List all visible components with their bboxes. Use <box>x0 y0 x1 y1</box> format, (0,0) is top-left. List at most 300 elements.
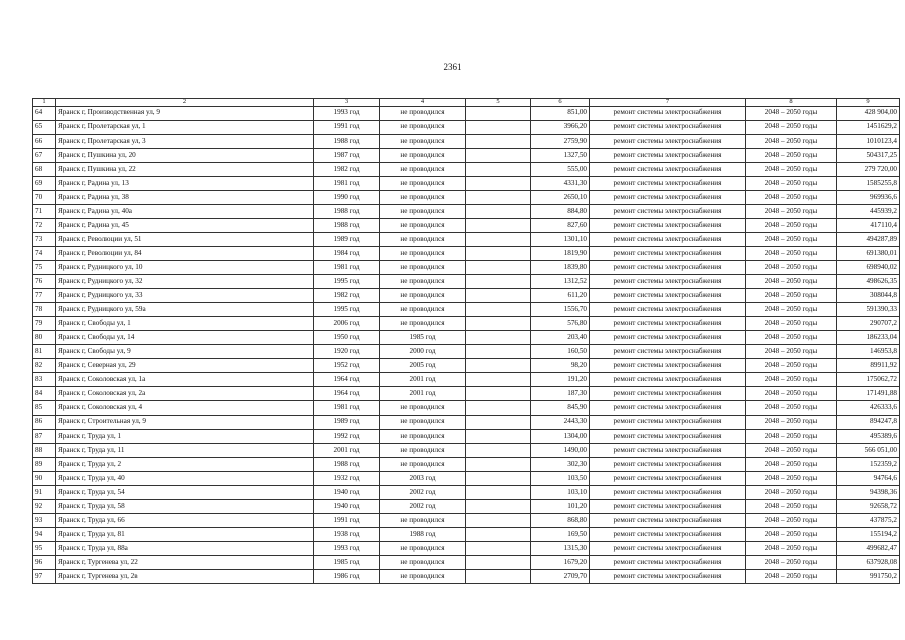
work-type-cell: ремонт системы электроснабжения <box>590 499 746 513</box>
row-number: 68 <box>33 162 56 176</box>
work-type-cell: ремонт системы электроснабжения <box>590 176 746 190</box>
address-cell: Яранск г, Труда ул, 66 <box>56 513 314 527</box>
column-header: 3 <box>314 99 380 107</box>
build-year-cell: 1988 год <box>314 457 380 471</box>
period-cell: 2048 – 2050 годы <box>746 556 837 570</box>
address-cell: Яранск г, Радина ул, 40а <box>56 204 314 218</box>
area-cell: 2650,10 <box>531 190 590 204</box>
area-cell: 576,80 <box>531 317 590 331</box>
period-cell: 2048 – 2050 годы <box>746 471 837 485</box>
period-cell: 2048 – 2050 годы <box>746 527 837 541</box>
cost-cell: 146953,8 <box>837 345 900 359</box>
address-cell: Яранск г, Рудницкого ул, 32 <box>56 275 314 289</box>
cost-cell: 969936,6 <box>837 190 900 204</box>
last-repair-cell: не проводился <box>380 134 466 148</box>
row-number: 69 <box>33 176 56 190</box>
build-year-cell: 1938 год <box>314 527 380 541</box>
work-type-cell: ремонт системы электроснабжения <box>590 471 746 485</box>
period-cell: 2048 – 2050 годы <box>746 415 837 429</box>
cost-cell: 437875,2 <box>837 513 900 527</box>
cost-cell: 175062,72 <box>837 373 900 387</box>
build-year-cell: 1988 год <box>314 204 380 218</box>
col5-cell <box>466 289 531 303</box>
work-type-cell: ремонт системы электроснабжения <box>590 485 746 499</box>
row-number: 93 <box>33 513 56 527</box>
last-repair-cell: 1985 год <box>380 331 466 345</box>
build-year-cell: 1992 год <box>314 429 380 443</box>
last-repair-cell: не проводился <box>380 303 466 317</box>
period-cell: 2048 – 2050 годы <box>746 120 837 134</box>
col5-cell <box>466 471 531 485</box>
row-number: 84 <box>33 387 56 401</box>
area-cell: 1327,50 <box>531 148 590 162</box>
cost-cell: 591390,33 <box>837 303 900 317</box>
table-row <box>33 485 900 499</box>
build-year-cell: 1932 год <box>314 471 380 485</box>
col5-cell <box>466 373 531 387</box>
last-repair-cell: не проводился <box>380 457 466 471</box>
period-cell: 2048 – 2050 годы <box>746 541 837 555</box>
build-year-cell: 2006 год <box>314 317 380 331</box>
area-cell: 98,20 <box>531 359 590 373</box>
build-year-cell: 1995 год <box>314 303 380 317</box>
work-type-cell: ремонт системы электроснабжения <box>590 556 746 570</box>
area-cell: 1679,20 <box>531 556 590 570</box>
last-repair-cell: 2001 год <box>380 373 466 387</box>
table-row <box>33 570 900 584</box>
col5-cell <box>466 148 531 162</box>
work-type-cell: ремонт системы электроснабжения <box>590 120 746 134</box>
col5-cell <box>466 415 531 429</box>
cost-cell: 279 720,00 <box>837 162 900 176</box>
period-cell: 2048 – 2050 годы <box>746 443 837 457</box>
build-year-cell: 1995 год <box>314 275 380 289</box>
build-year-cell: 1920 год <box>314 345 380 359</box>
build-year-cell: 1993 год <box>314 541 380 555</box>
build-year-cell: 1984 год <box>314 246 380 260</box>
build-year-cell: 1952 год <box>314 359 380 373</box>
cost-cell: 499682,47 <box>837 541 900 555</box>
row-number: 85 <box>33 401 56 415</box>
work-type-cell: ремонт системы электроснабжения <box>590 527 746 541</box>
row-number: 87 <box>33 429 56 443</box>
area-cell: 2759,90 <box>531 134 590 148</box>
cost-cell: 428 904,00 <box>837 106 900 120</box>
col5-cell <box>466 513 531 527</box>
cost-cell: 171491,88 <box>837 387 900 401</box>
cost-cell: 89911,92 <box>837 359 900 373</box>
address-cell: Яранск г, Свободы ул, 9 <box>56 345 314 359</box>
area-cell: 203,40 <box>531 331 590 345</box>
period-cell: 2048 – 2050 годы <box>746 134 837 148</box>
cost-cell: 1010123,4 <box>837 134 900 148</box>
build-year-cell: 1940 год <box>314 499 380 513</box>
period-cell: 2048 – 2050 годы <box>746 570 837 584</box>
work-type-cell: ремонт системы электроснабжения <box>590 570 746 584</box>
table-row <box>33 359 900 373</box>
col5-cell <box>466 317 531 331</box>
col5-cell <box>466 457 531 471</box>
period-cell: 2048 – 2050 годы <box>746 401 837 415</box>
last-repair-cell: не проводился <box>380 204 466 218</box>
row-number: 81 <box>33 345 56 359</box>
col5-cell <box>466 246 531 260</box>
table-row <box>33 218 900 232</box>
last-repair-cell: 2005 год <box>380 359 466 373</box>
row-number: 72 <box>33 218 56 232</box>
column-header: 9 <box>837 99 900 107</box>
area-cell: 851,00 <box>531 106 590 120</box>
row-number: 96 <box>33 556 56 570</box>
row-number: 73 <box>33 232 56 246</box>
work-type-cell: ремонт системы электроснабжения <box>590 289 746 303</box>
address-cell: Яранск г, Пролетарская ул, 1 <box>56 120 314 134</box>
work-type-cell: ремонт системы электроснабжения <box>590 387 746 401</box>
address-cell: Яранск г, Радина ул, 45 <box>56 218 314 232</box>
table-row <box>33 289 900 303</box>
address-cell: Яранск г, Труда ул, 1 <box>56 429 314 443</box>
build-year-cell: 1950 год <box>314 331 380 345</box>
work-type-cell: ремонт системы электроснабжения <box>590 373 746 387</box>
col5-cell <box>466 527 531 541</box>
last-repair-cell: 2000 год <box>380 345 466 359</box>
table-row <box>33 317 900 331</box>
row-number: 91 <box>33 485 56 499</box>
area-cell: 2443,30 <box>531 415 590 429</box>
work-type-cell: ремонт системы электроснабжения <box>590 429 746 443</box>
work-type-cell: ремонт системы электроснабжения <box>590 190 746 204</box>
cost-cell: 94764,6 <box>837 471 900 485</box>
cost-cell: 445939,2 <box>837 204 900 218</box>
build-year-cell: 1991 год <box>314 120 380 134</box>
area-cell: 1490,00 <box>531 443 590 457</box>
table-row <box>33 401 900 415</box>
address-cell: Яранск г, Тургенева ул, 22 <box>56 556 314 570</box>
area-cell: 1304,00 <box>531 429 590 443</box>
area-cell: 884,80 <box>531 204 590 218</box>
area-cell: 845,90 <box>531 401 590 415</box>
build-year-cell: 1981 год <box>314 261 380 275</box>
area-cell: 1839,80 <box>531 261 590 275</box>
area-cell: 3966,20 <box>531 120 590 134</box>
address-cell: Яранск г, Соколовская ул, 2а <box>56 387 314 401</box>
area-cell: 1556,70 <box>531 303 590 317</box>
last-repair-cell: не проводился <box>380 106 466 120</box>
work-type-cell: ремонт системы электроснабжения <box>590 303 746 317</box>
area-cell: 302,30 <box>531 457 590 471</box>
cost-cell: 426333,6 <box>837 401 900 415</box>
period-cell: 2048 – 2050 годы <box>746 176 837 190</box>
last-repair-cell: не проводился <box>380 443 466 457</box>
address-cell: Яранск г, Труда ул, 54 <box>56 485 314 499</box>
row-number: 70 <box>33 190 56 204</box>
period-cell: 2048 – 2050 годы <box>746 331 837 345</box>
area-cell: 103,50 <box>531 471 590 485</box>
cost-cell: 1585255,8 <box>837 176 900 190</box>
address-cell: Яранск г, Северная ул, 29 <box>56 359 314 373</box>
table-row <box>33 120 900 134</box>
work-type-cell: ремонт системы электроснабжения <box>590 317 746 331</box>
area-cell: 555,00 <box>531 162 590 176</box>
area-cell: 101,20 <box>531 499 590 513</box>
table-row <box>33 204 900 218</box>
build-year-cell: 1993 год <box>314 106 380 120</box>
cost-cell: 504317,25 <box>837 148 900 162</box>
last-repair-cell: не проводился <box>380 401 466 415</box>
col5-cell <box>466 345 531 359</box>
col5-cell <box>466 190 531 204</box>
row-number: 86 <box>33 415 56 429</box>
row-number: 74 <box>33 246 56 260</box>
table-row <box>33 373 900 387</box>
work-type-cell: ремонт системы электроснабжения <box>590 541 746 555</box>
last-repair-cell: 2001 год <box>380 387 466 401</box>
table-row <box>33 246 900 260</box>
row-number: 78 <box>33 303 56 317</box>
buildings-table <box>32 98 900 584</box>
address-cell: Яранск г, Рудницкого ул, 10 <box>56 261 314 275</box>
cost-cell: 417110,4 <box>837 218 900 232</box>
period-cell: 2048 – 2050 годы <box>746 457 837 471</box>
address-cell: Яранск г, Труда ул, 11 <box>56 443 314 457</box>
table-row <box>33 345 900 359</box>
last-repair-cell: не проводился <box>380 176 466 190</box>
cost-cell: 566 051,00 <box>837 443 900 457</box>
col5-cell <box>466 556 531 570</box>
last-repair-cell: не проводился <box>380 120 466 134</box>
address-cell: Яранск г, Труда ул, 81 <box>56 527 314 541</box>
address-cell: Яранск г, Революции ул, 84 <box>56 246 314 260</box>
row-number: 64 <box>33 106 56 120</box>
work-type-cell: ремонт системы электроснабжения <box>590 162 746 176</box>
area-cell: 160,50 <box>531 345 590 359</box>
cost-cell: 186233,04 <box>837 331 900 345</box>
table-row <box>33 527 900 541</box>
table-row <box>33 303 900 317</box>
cost-cell: 894247,8 <box>837 415 900 429</box>
address-cell: Яранск г, Соколовская ул, 4 <box>56 401 314 415</box>
row-number: 79 <box>33 317 56 331</box>
work-type-cell: ремонт системы электроснабжения <box>590 232 746 246</box>
address-cell: Яранск г, Труда ул, 40 <box>56 471 314 485</box>
cost-cell: 495389,6 <box>837 429 900 443</box>
address-cell: Яранск г, Соколовская ул, 1а <box>56 373 314 387</box>
work-type-cell: ремонт системы электроснабжения <box>590 148 746 162</box>
row-number: 88 <box>33 443 56 457</box>
page-number: 2361 <box>443 62 462 72</box>
work-type-cell: ремонт системы электроснабжения <box>590 218 746 232</box>
table-row <box>33 331 900 345</box>
area-cell: 187,30 <box>531 387 590 401</box>
last-repair-cell: 2002 год <box>380 499 466 513</box>
last-repair-cell: не проводился <box>380 232 466 246</box>
col5-cell <box>466 401 531 415</box>
build-year-cell: 1988 год <box>314 218 380 232</box>
table-row <box>33 429 900 443</box>
table-header-row <box>33 99 900 107</box>
area-cell: 191,20 <box>531 373 590 387</box>
work-type-cell: ремонт системы электроснабжения <box>590 106 746 120</box>
build-year-cell: 1985 год <box>314 556 380 570</box>
table-row <box>33 499 900 513</box>
col5-cell <box>466 134 531 148</box>
col5-cell <box>466 499 531 513</box>
table-row <box>33 162 900 176</box>
area-cell: 103,10 <box>531 485 590 499</box>
last-repair-cell: не проводился <box>380 148 466 162</box>
address-cell: Яранск г, Тургенева ул, 2в <box>56 570 314 584</box>
work-type-cell: ремонт системы электроснабжения <box>590 345 746 359</box>
col5-cell <box>466 541 531 555</box>
area-cell: 827,60 <box>531 218 590 232</box>
table-row <box>33 176 900 190</box>
build-year-cell: 2001 год <box>314 443 380 457</box>
area-cell: 169,50 <box>531 527 590 541</box>
last-repair-cell: не проводился <box>380 275 466 289</box>
period-cell: 2048 – 2050 годы <box>746 485 837 499</box>
area-cell: 1315,30 <box>531 541 590 555</box>
cost-cell: 152359,2 <box>837 457 900 471</box>
work-type-cell: ремонт системы электроснабжения <box>590 457 746 471</box>
cost-cell: 498626,35 <box>837 275 900 289</box>
row-number: 97 <box>33 570 56 584</box>
area-cell: 1819,90 <box>531 246 590 260</box>
period-cell: 2048 – 2050 годы <box>746 359 837 373</box>
area-cell: 1301,10 <box>531 232 590 246</box>
cost-cell: 991750,2 <box>837 570 900 584</box>
build-year-cell: 1989 год <box>314 415 380 429</box>
build-year-cell: 1991 год <box>314 513 380 527</box>
period-cell: 2048 – 2050 годы <box>746 317 837 331</box>
work-type-cell: ремонт системы электроснабжения <box>590 261 746 275</box>
last-repair-cell: не проводился <box>380 246 466 260</box>
cost-cell: 691380,01 <box>837 246 900 260</box>
table-row <box>33 275 900 289</box>
table-row <box>33 457 900 471</box>
address-cell: Яранск г, Труда ул, 88а <box>56 541 314 555</box>
row-number: 76 <box>33 275 56 289</box>
period-cell: 2048 – 2050 годы <box>746 275 837 289</box>
cost-cell: 94398,36 <box>837 485 900 499</box>
row-number: 77 <box>33 289 56 303</box>
cost-cell: 92658,72 <box>837 499 900 513</box>
address-cell: Яранск г, Производственная ул, 9 <box>56 106 314 120</box>
last-repair-cell: не проводился <box>380 190 466 204</box>
column-header: 7 <box>590 99 746 107</box>
work-type-cell: ремонт системы электроснабжения <box>590 443 746 457</box>
period-cell: 2048 – 2050 годы <box>746 289 837 303</box>
col5-cell <box>466 106 531 120</box>
period-cell: 2048 – 2050 годы <box>746 190 837 204</box>
col5-cell <box>466 443 531 457</box>
build-year-cell: 1986 год <box>314 570 380 584</box>
build-year-cell: 1988 год <box>314 134 380 148</box>
column-header: 8 <box>746 99 837 107</box>
address-cell: Яранск г, Рудницкого ул, 33 <box>56 289 314 303</box>
table-row <box>33 148 900 162</box>
build-year-cell: 1990 год <box>314 190 380 204</box>
address-cell: Яранск г, Строительная ул, 9 <box>56 415 314 429</box>
column-header: 4 <box>380 99 466 107</box>
address-cell: Яранск г, Свободы ул, 1 <box>56 317 314 331</box>
table-row <box>33 556 900 570</box>
col5-cell <box>466 218 531 232</box>
period-cell: 2048 – 2050 годы <box>746 148 837 162</box>
area-cell: 611,20 <box>531 289 590 303</box>
table-row <box>33 513 900 527</box>
col5-cell <box>466 485 531 499</box>
address-cell: Яранск г, Пролетарская ул, 3 <box>56 134 314 148</box>
address-cell: Яранск г, Революции ул, 51 <box>56 232 314 246</box>
last-repair-cell: не проводился <box>380 162 466 176</box>
row-number: 65 <box>33 120 56 134</box>
work-type-cell: ремонт системы электроснабжения <box>590 331 746 345</box>
work-type-cell: ремонт системы электроснабжения <box>590 204 746 218</box>
row-number: 75 <box>33 261 56 275</box>
row-number: 92 <box>33 499 56 513</box>
col5-cell <box>466 261 531 275</box>
address-cell: Яранск г, Радина ул, 13 <box>56 176 314 190</box>
col5-cell <box>466 232 531 246</box>
cost-cell: 308044,8 <box>837 289 900 303</box>
address-cell: Яранск г, Труда ул, 58 <box>56 499 314 513</box>
area-cell: 868,80 <box>531 513 590 527</box>
area-cell: 4331,30 <box>531 176 590 190</box>
last-repair-cell: не проводился <box>380 261 466 275</box>
row-number: 66 <box>33 134 56 148</box>
build-year-cell: 1964 год <box>314 387 380 401</box>
table-row <box>33 541 900 555</box>
row-number: 83 <box>33 373 56 387</box>
row-number: 94 <box>33 527 56 541</box>
row-number: 80 <box>33 331 56 345</box>
address-cell: Яранск г, Пушкина ул, 20 <box>56 148 314 162</box>
build-year-cell: 1981 год <box>314 176 380 190</box>
period-cell: 2048 – 2050 годы <box>746 345 837 359</box>
area-cell: 1312,52 <box>531 275 590 289</box>
column-header: 5 <box>466 99 531 107</box>
work-type-cell: ремонт системы электроснабжения <box>590 246 746 260</box>
cost-cell: 494287,89 <box>837 232 900 246</box>
table-row <box>33 106 900 120</box>
last-repair-cell: 2003 год <box>380 471 466 485</box>
period-cell: 2048 – 2050 годы <box>746 246 837 260</box>
build-year-cell: 1989 год <box>314 232 380 246</box>
col5-cell <box>466 204 531 218</box>
cost-cell: 698940,02 <box>837 261 900 275</box>
work-type-cell: ремонт системы электроснабжения <box>590 513 746 527</box>
build-year-cell: 1940 год <box>314 485 380 499</box>
table-row <box>33 443 900 457</box>
last-repair-cell: 2002 год <box>380 485 466 499</box>
address-cell: Яранск г, Рудницкого ул, 59а <box>56 303 314 317</box>
col5-cell <box>466 176 531 190</box>
period-cell: 2048 – 2050 годы <box>746 429 837 443</box>
address-cell: Яранск г, Свободы ул, 14 <box>56 331 314 345</box>
period-cell: 2048 – 2050 годы <box>746 303 837 317</box>
row-number: 89 <box>33 457 56 471</box>
cost-cell: 1451629,2 <box>837 120 900 134</box>
cost-cell: 637928,08 <box>837 556 900 570</box>
row-number: 71 <box>33 204 56 218</box>
cost-cell: 290707,2 <box>837 317 900 331</box>
work-type-cell: ремонт системы электроснабжения <box>590 134 746 148</box>
period-cell: 2048 – 2050 годы <box>746 499 837 513</box>
work-type-cell: ремонт системы электроснабжения <box>590 401 746 415</box>
period-cell: 2048 – 2050 годы <box>746 232 837 246</box>
work-type-cell: ремонт системы электроснабжения <box>590 359 746 373</box>
last-repair-cell: 1988 год <box>380 527 466 541</box>
